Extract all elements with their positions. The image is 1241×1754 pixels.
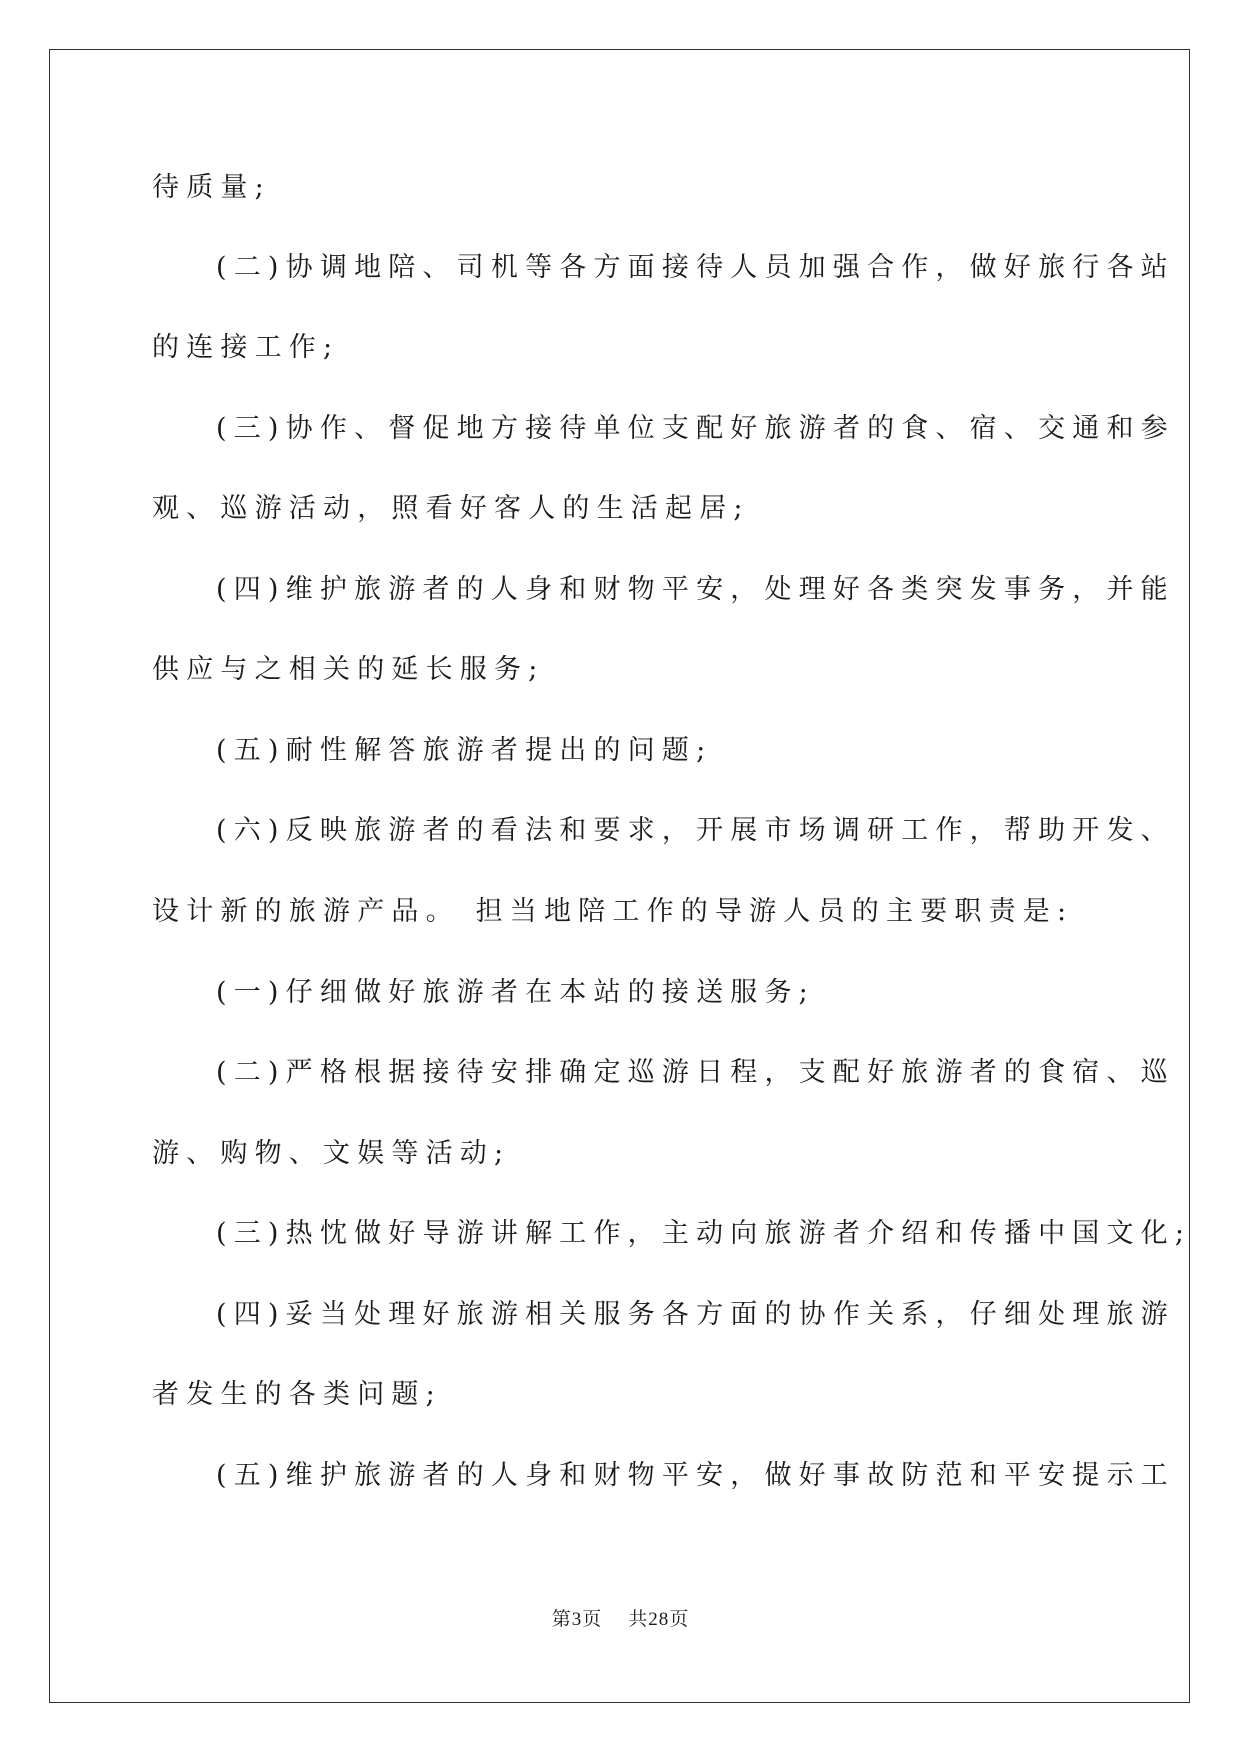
page-footer <box>0 1604 1241 1631</box>
text-line: 设计新的旅游产品。 担当地陪工作的导游人员的主要职责是: <box>152 896 1074 927</box>
page-number-total: 28 <box>648 1609 670 1630</box>
text-line: 游、购物、文娱等活动; <box>152 1138 511 1169</box>
text-line: 供应与之相关的延长服务; <box>152 654 545 685</box>
text-line: 待质量; <box>152 172 271 203</box>
text-line: 的连接工作; <box>152 332 340 363</box>
text-line: (三)协作、督促地方接待单位支配好旅游者的食、宿、交通和参 <box>216 413 1175 444</box>
text-line: (四)妥当处理好旅游相关服务各方面的协作关系，仔细处理旅游 <box>216 1299 1175 1330</box>
total-prefix: 共 <box>628 1609 649 1630</box>
page-prefix: 第 <box>551 1609 572 1630</box>
total-suffix: 页 <box>669 1609 690 1630</box>
text-line: (一)仔细做好旅游者在本站的接送服务; <box>216 977 815 1008</box>
page-border <box>49 49 1190 1703</box>
text-line: (五)耐性解答旅游者提出的问题; <box>216 735 713 766</box>
text-line: 观、巡游活动，照看好客人的生活起居; <box>152 493 750 524</box>
text-line: (五)维护旅游者的人身和财物平安，做好事故防范和平安提示工 <box>216 1460 1175 1491</box>
text-line: (六)反映旅游者的看法和要求，开展市场调研工作，帮助开发、 <box>216 815 1175 846</box>
text-line: (二)协调地陪、司机等各方面接待人员加强合作，做好旅行各站 <box>216 252 1175 283</box>
page-suffix: 页 <box>582 1609 603 1630</box>
text-line: (四)维护旅游者的人身和财物平安，处理好各类突发事务，并能 <box>216 574 1175 605</box>
text-line: (二)严格根据接待安排确定巡游日程，支配好旅游者的食宿、巡 <box>216 1057 1175 1088</box>
text-line: (三)热忱做好导游讲解工作，主动向旅游者介绍和传播中国文化; <box>216 1218 1192 1249</box>
text-line: 者发生的各类问题; <box>152 1379 442 1410</box>
page-number-current: 3 <box>571 1609 583 1630</box>
